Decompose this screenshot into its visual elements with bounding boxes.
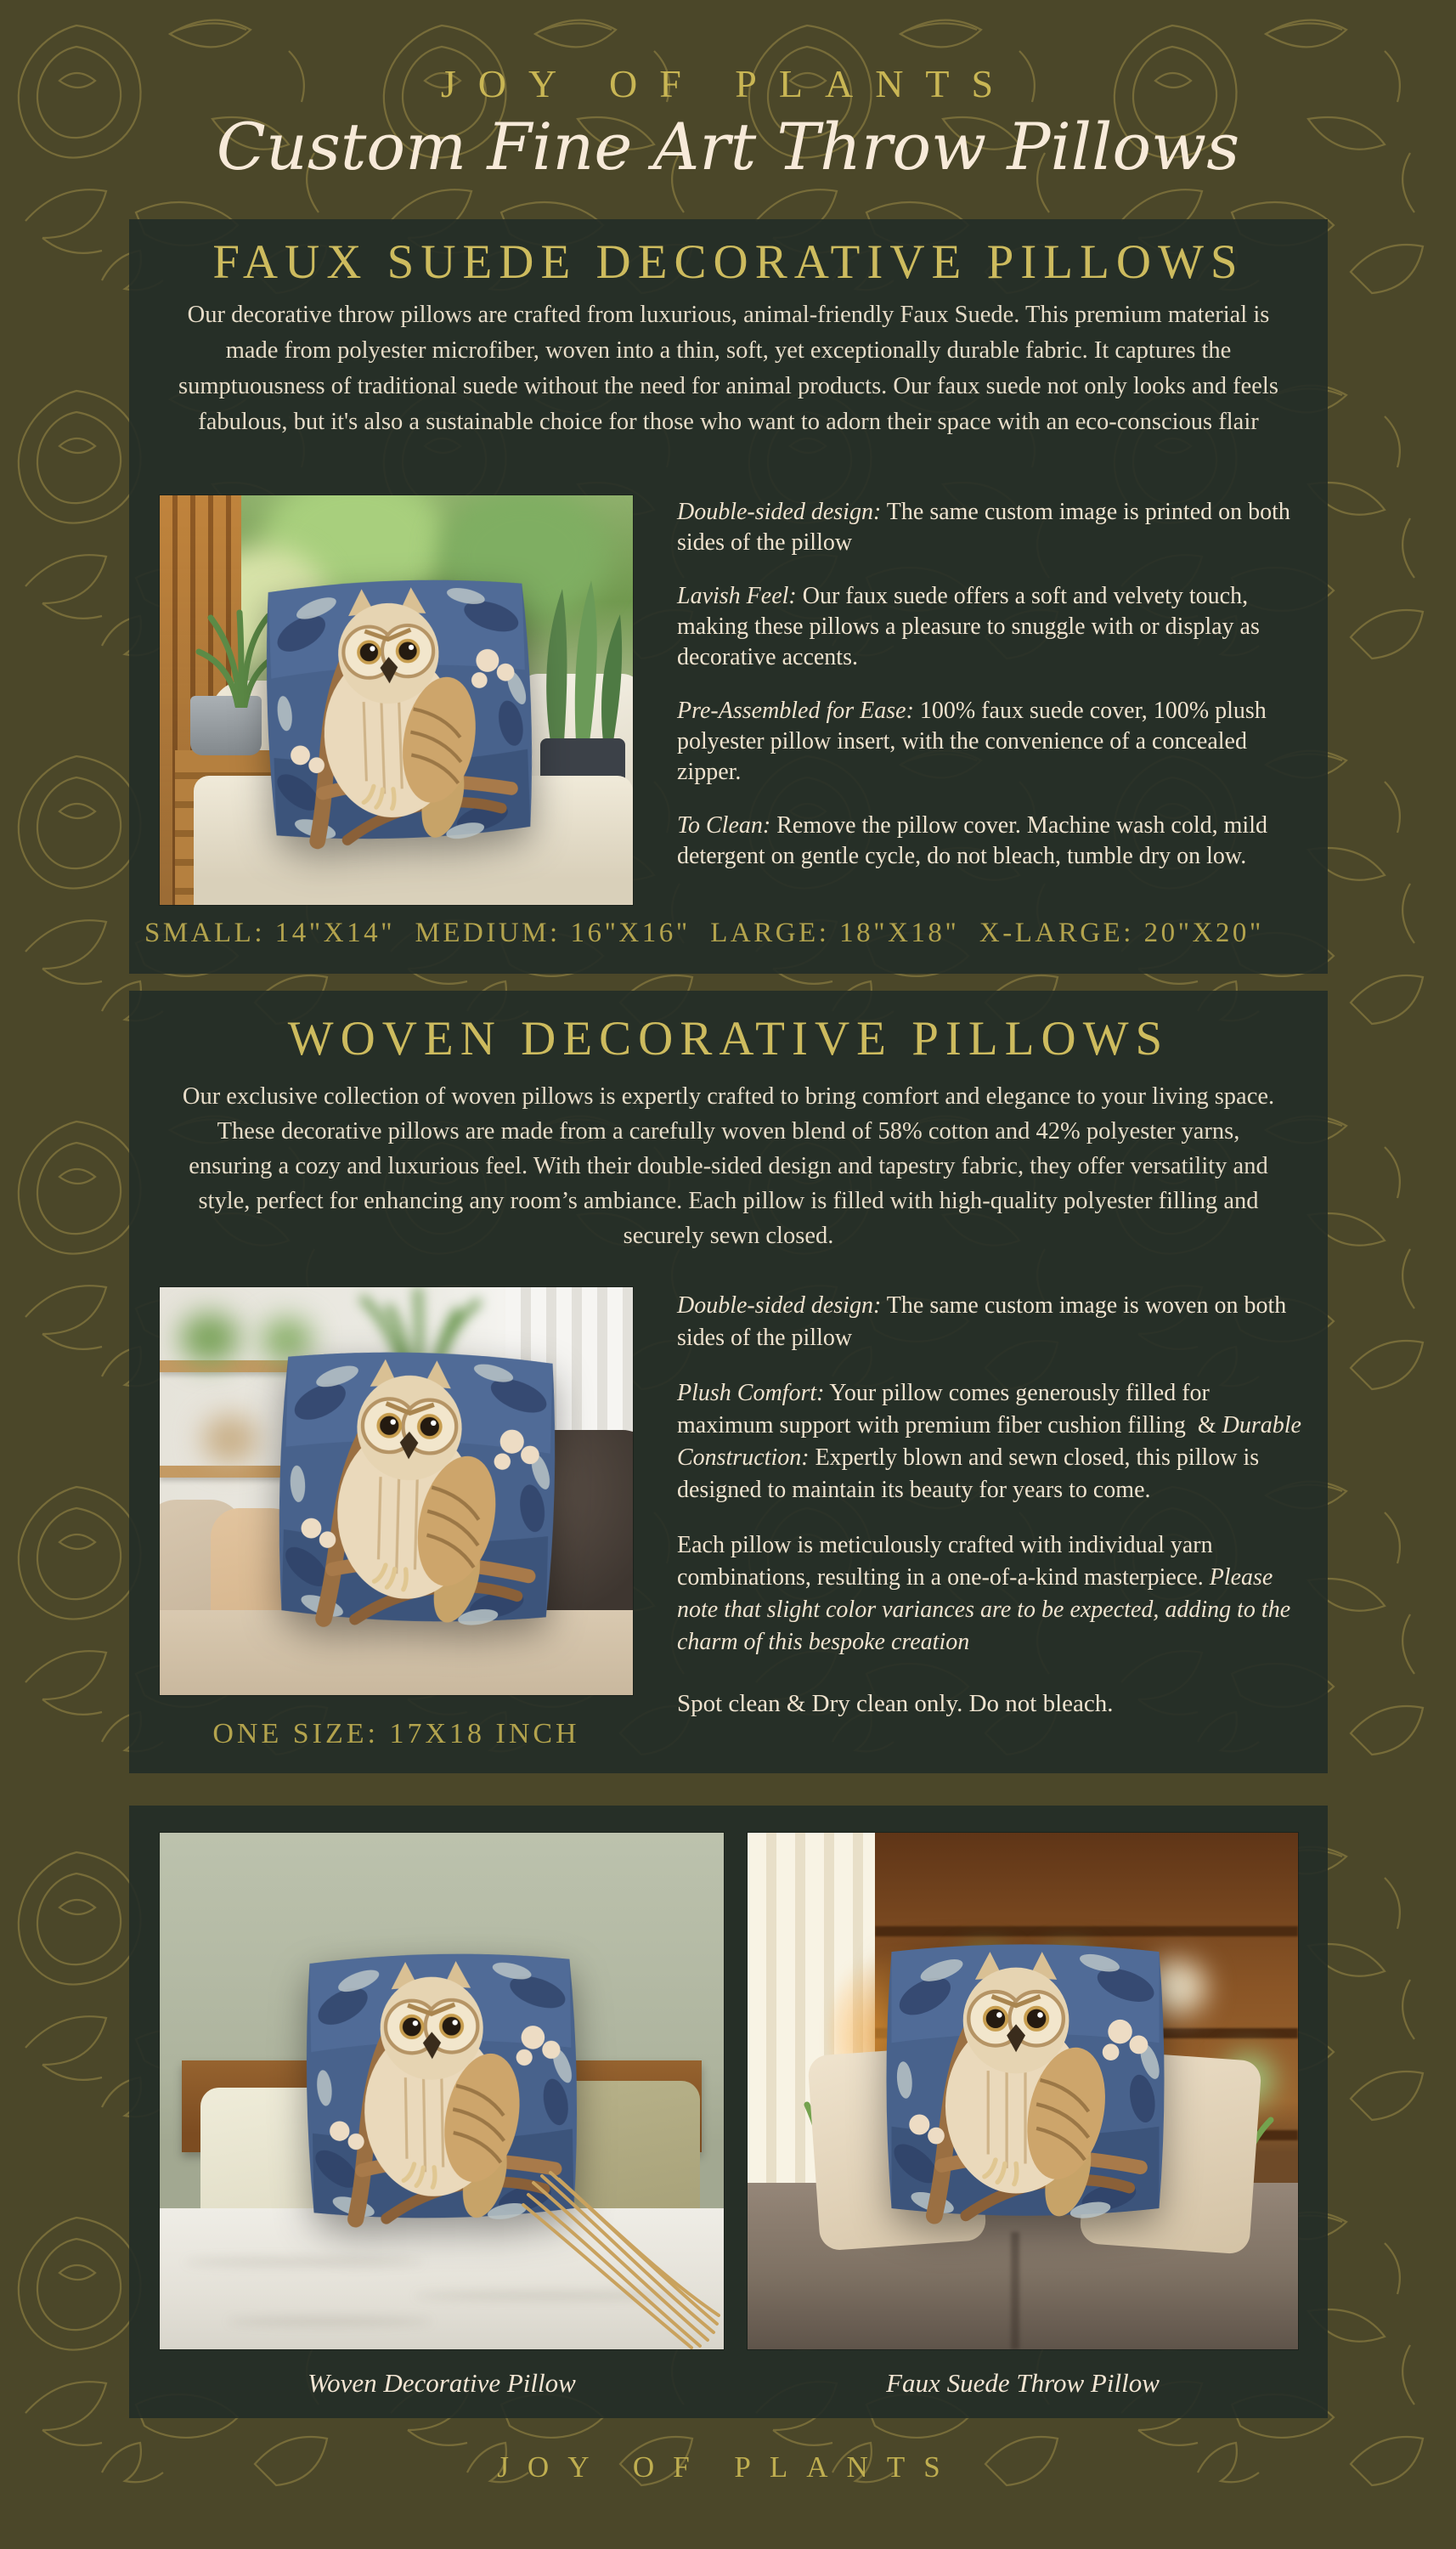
- section-intro: Our exclusive collection of woven pillows is expertly crafted to bring comfort and elegance to your living space. These decorative pillows are made from a carefully woven blend of 58% cotton and 42% polyester yarns, ensuring a cozy and luxurious feel. With their double-sided design and tapestry fabric, they offer versatility and style, perfect for enhancing any room’s ambiance. Each pillow is filled with high-quality polyester filling and securely sewn closed.: [182, 1083, 1275, 1249]
- caption-woven: Woven Decorative Pillow: [308, 2368, 576, 2398]
- section-woven: [129, 991, 1328, 1773]
- feature-item: Plush Comfort: Your pillow comes generously filled for maximum support with premium fiber cushion filling & Durable Construction: Expertly blown and sewn closed, this pillow is designed to maintain its beauty for years to come.: [677, 1380, 1307, 1503]
- feature-list: [677, 1290, 1306, 1743]
- footer-wordmark: JOY OF PLANTS: [497, 2450, 959, 2484]
- owl-tapestry-pillow: [877, 1931, 1174, 2229]
- section-intro: Our decorative throw pillows are crafted from luxurious, animal-friendly Faux Suede. This premium material is made from polyester microfiber, woven into a thin, soft, yet exceptionally durable fabric. It captures the sumptuousness of traditional suede without the need for animal products. Our faux suede not only looks and feels fabulous, but it's also a sustainable choice for those who want to adorn their space with an eco-conscious flair: [178, 302, 1278, 435]
- brand-wordmark: JOY OF PLANTS: [440, 62, 1016, 105]
- size-note: ONE SIZE: 17X18 INCH: [212, 1718, 580, 1749]
- photo-woven-pillow-bed: [160, 1833, 724, 2349]
- feature-item: Double-sided design: The same custom image is woven on both sides of the pillow: [677, 1292, 1293, 1351]
- section-title: FAUX SUEDE DECORATIVE PILLOWS: [212, 235, 1244, 289]
- feature-item: Lavish Feel: Our faux suede offers a soft and velvety touch, making these pillows a pleasure to snuggle with or display as decorative accents.: [677, 583, 1266, 670]
- section-faux-suede: [129, 219, 1328, 974]
- photo-faux-suede-lifestyle: [160, 495, 633, 905]
- size-options: SMALL: 14"X14" MEDIUM: 16"X16" LARGE: 18"X18" X-LARGE: 20"X20": [144, 918, 1264, 948]
- feature-item: Each pillow is meticulously crafted with individual yarn combinations, resulting in a one-of-a-kind masterpiece. Please note that slight color variances are to be expected, adding to the charm of this bespoke creation: [677, 1532, 1297, 1655]
- shelf-basket-bokeh: [202, 1415, 258, 1464]
- shelf-plant-bokeh: [180, 1313, 240, 1364]
- feature-item: Pre-Assembled for Ease: 100% faux suede cover, 100% plush polyester pillow insert, with the convenience of a concealed zipper.: [677, 698, 1273, 785]
- sofa-seam: [1011, 2232, 1019, 2349]
- dried-grass-bundle: [516, 2166, 720, 2349]
- owl-tapestry-pillow: [267, 1337, 568, 1638]
- photo-faux-suede-pillow-sofa: [748, 1833, 1298, 2349]
- feature-list: [677, 497, 1306, 895]
- tagline-script: Custom Fine Art Throw Pillows: [216, 109, 1240, 184]
- gallery-section: [129, 1806, 1328, 2418]
- feature-item: Double-sided design: The same custom image is printed on both sides of the pillow: [677, 499, 1296, 556]
- owl-tapestry-pillow: [253, 563, 545, 855]
- section-title: WOVEN DECORATIVE PILLOWS: [287, 1012, 1170, 1065]
- photo-woven-lifestyle: [160, 1287, 633, 1695]
- care-instructions: Spot clean & Dry clean only. Do not bleach.: [677, 1690, 1114, 1717]
- feature-item: To Clean: Remove the pillow cover. Machine wash cold, mild detergent on gentle cycle, do not bleach, tumble dry on low.: [677, 812, 1273, 869]
- caption-faux-suede: Faux Suede Throw Pillow: [886, 2368, 1160, 2398]
